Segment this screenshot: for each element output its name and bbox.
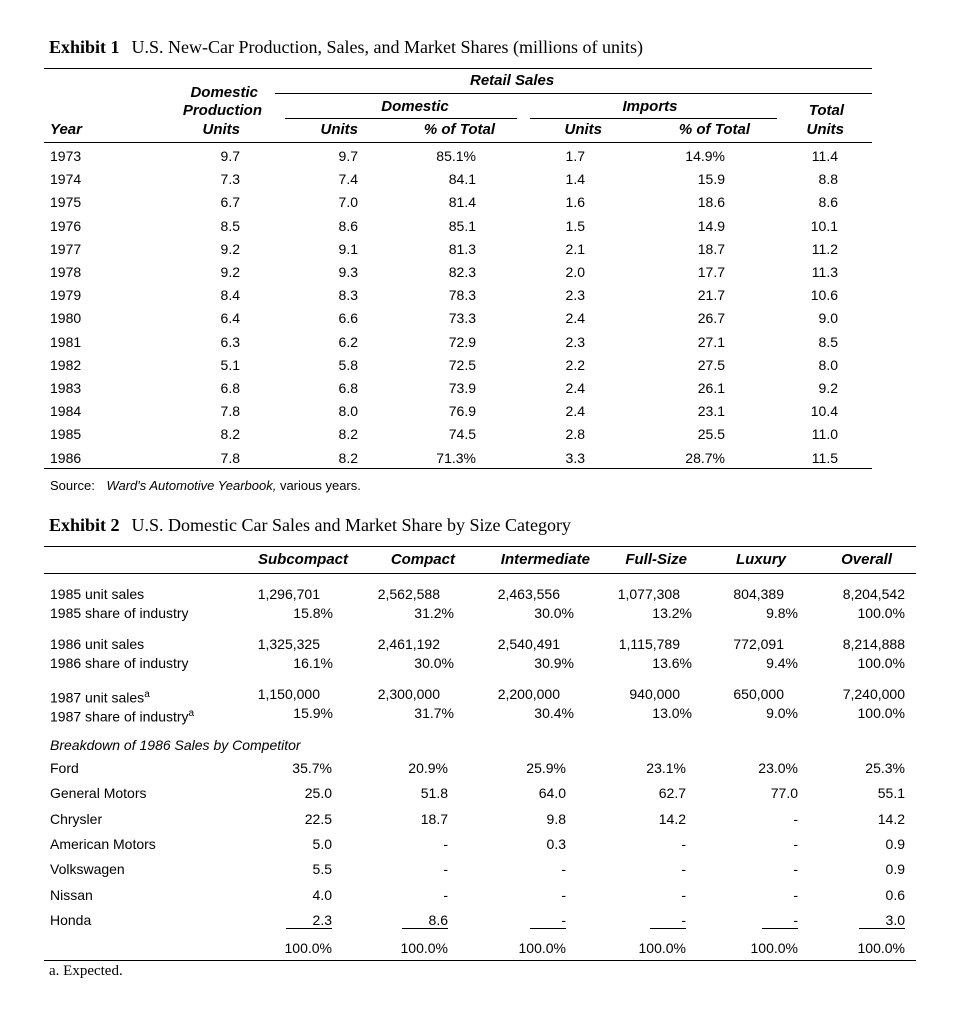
competitor-name: Ford — [50, 760, 79, 776]
table-cell-imports-units: 2.1 — [565, 240, 585, 257]
exhibit1-title — [49, 37, 643, 57]
table-cell-year: 1974 — [50, 171, 82, 188]
table-cell-total: 100.0% — [750, 940, 798, 956]
table-cell-domestic-units: 5.8 — [338, 356, 358, 373]
table-cell-total-units: 11.4 — [811, 148, 838, 164]
table-cell-competitor-share: 77.0 — [770, 785, 798, 802]
table-cell-share: 13.6% — [652, 655, 692, 671]
table-cell-total-units: 8.0 — [818, 356, 838, 373]
table-cell-total-units: 10.6 — [810, 287, 838, 304]
exhibit2-title-text: U.S. Domestic Car Sales and Market Share by Size Category — [131, 515, 571, 535]
table-cell-total: 100.0% — [284, 940, 332, 956]
column-header-overall: Overall — [841, 551, 892, 568]
year-header: Year — [50, 121, 82, 138]
table-cell-competitor-share: 4.0 — [312, 886, 332, 903]
underlined-value: 2.3 — [286, 913, 332, 929]
source-title: Ward's Automotive Yearbook, — [106, 478, 277, 493]
table-cell-imports-pct: 26.1 — [697, 380, 725, 396]
table-cell-competitor-share: - — [681, 886, 686, 903]
table-cell-year: 1986 — [50, 449, 82, 466]
table-cell-unit-sales: 2,562,588 — [377, 586, 440, 602]
column-header-intermediate: Intermediate — [500, 551, 590, 568]
table-cell-share: 100.0% — [857, 605, 905, 621]
exhibit2-label: Exhibit 2 — [49, 515, 120, 535]
table-cell-unit-sales: 2,300,000 — [377, 686, 440, 702]
dom-pct-header: % of Total — [423, 121, 495, 138]
table-cell-competitor-share: - — [561, 886, 566, 903]
table-cell-share: 9.4% — [766, 655, 798, 671]
table-cell-total-units: 11.2 — [811, 240, 838, 257]
table-cell-year: 1973 — [50, 148, 82, 164]
total-header-2: Units — [806, 121, 844, 138]
table-cell-unit-sales: 1,296,701 — [257, 586, 320, 602]
table-cell-domestic-pct: 72.5 — [448, 356, 476, 373]
table-cell-unit-sales: 2,540,491 — [497, 636, 560, 652]
table-cell-domestic-units: 8.0 — [338, 403, 358, 420]
competitor-name: Chrysler — [50, 810, 103, 827]
table-cell-imports-units: 2.8 — [565, 426, 585, 443]
table-cell-imports-units: 2.3 — [565, 333, 585, 350]
competitor-name: American Motors — [50, 835, 156, 852]
table-cell-domestic-pct: 74.5 — [448, 426, 476, 443]
dom-prod-header-1: Domestic — [190, 84, 258, 101]
underlined-value: - — [762, 913, 798, 929]
table-cell-competitor-share: 35.7% — [292, 760, 332, 776]
group-sales-label: 1985 unit sales — [50, 586, 145, 602]
table-cell-unit-sales: 940,000 — [629, 686, 680, 702]
table-cell-competitor-share: 51.8 — [420, 785, 448, 802]
table-cell-domestic-units: 8.3 — [338, 287, 358, 304]
table-cell-imports-pct: 27.5 — [697, 356, 725, 373]
table-cell-competitor-share — [700, 912, 798, 929]
table-cell-domestic-production: 9.2 — [220, 264, 240, 280]
table-cell-share: 31.2% — [414, 605, 454, 621]
table-cell-total-units: 10.1 — [810, 217, 838, 234]
table-cell-domestic-production: 8.5 — [220, 217, 240, 234]
table-cell-year: 1980 — [50, 310, 82, 327]
table-cell-year: 1985 — [50, 426, 82, 443]
table-cell-domestic-production: 6.7 — [220, 194, 240, 211]
table-cell-unit-sales: 8,214,888 — [842, 636, 905, 652]
table-cell-domestic-units: 8.2 — [338, 449, 358, 466]
group-sales-label: 1987 unit sales$^a$ — [50, 689, 150, 706]
exhibit1-title-text: U.S. New-Car Production, Sales, and Market Shares (millions of units) — [131, 37, 643, 57]
table-cell-share: 30.9% — [534, 655, 574, 671]
table-cell-imports-units: 2.3 — [565, 287, 585, 304]
column-header-subcompact: Subcompact — [257, 551, 348, 568]
table-cell-imports-pct: 28.7% — [685, 449, 725, 466]
table-cell-imports-pct: 23.1 — [697, 403, 725, 420]
table-cell-total-units: 9.2 — [818, 380, 838, 396]
imp-units-header: Units — [564, 121, 602, 138]
table-cell-year: 1984 — [50, 403, 82, 420]
table-cell-competitor-share — [800, 912, 905, 929]
table-cell-competitor-share: 14.2 — [658, 810, 686, 827]
table-cell-imports-pct: 17.7 — [697, 264, 725, 280]
dom-units-header: Units — [320, 121, 358, 138]
table-cell-imports-units: 2.0 — [565, 264, 585, 280]
table-cell-domestic-production: 8.4 — [220, 287, 240, 304]
table-cell-competitor-share: 62.7 — [658, 785, 686, 802]
table-cell-share: 31.7% — [414, 705, 454, 721]
table-cell-competitor-share — [230, 912, 332, 929]
table-cell-competitor-share: 64.0 — [538, 785, 566, 802]
table-cell-imports-units: 1.4 — [565, 171, 585, 188]
table-cell-competitor-share: - — [561, 861, 566, 878]
table-cell-share: 100.0% — [857, 655, 905, 671]
table-cell-competitor-share: - — [443, 886, 448, 903]
table-cell-imports-pct: 21.7 — [697, 287, 725, 304]
column-header-compact: Compact — [390, 551, 455, 568]
imp-pct-header: % of Total — [678, 121, 750, 138]
footnote-marker: a — [188, 708, 195, 719]
table-cell-competitor-share: 14.2 — [877, 810, 905, 827]
table-cell-domestic-pct: 81.4 — [448, 194, 476, 211]
table-cell-domestic-production: 9.7 — [220, 148, 240, 164]
table-cell-domestic-pct: 81.3 — [448, 240, 476, 257]
table-cell-domestic-production: 7.8 — [220, 403, 240, 420]
table-cell-imports-units: 1.5 — [565, 217, 585, 234]
table-cell-imports-pct: 18.6 — [697, 194, 725, 211]
table-cell-share: 13.0% — [652, 705, 692, 721]
table-cell-competitor-share: 22.5 — [304, 810, 332, 827]
underlined-value: 3.0 — [859, 913, 905, 929]
imports-header: Imports — [622, 98, 678, 115]
table-cell-domestic-pct: 78.3 — [448, 287, 476, 304]
table-cell-imports-units: 3.3 — [565, 449, 585, 466]
imports-rule — [530, 118, 777, 119]
competitor-name: General Motors — [50, 785, 147, 802]
table-cell-competitor-share: - — [681, 861, 686, 878]
table-cell-year: 1977 — [50, 240, 82, 257]
table-cell-domestic-pct: 76.9 — [448, 403, 476, 420]
table-cell-domestic-units: 6.6 — [338, 310, 358, 327]
group-share-label: 1987 share of industry$^a$ — [50, 708, 195, 725]
competitor-name: Volkswagen — [50, 861, 125, 878]
footnote-marker: a — [144, 689, 150, 700]
table-cell-domestic-pct: 73.3 — [448, 310, 476, 327]
table-cell-imports-units: 2.4 — [565, 380, 585, 396]
table-cell-imports-pct: 25.5 — [697, 426, 725, 443]
table-cell-year: 1976 — [50, 217, 82, 234]
table-cell-share: 100.0% — [857, 705, 905, 721]
table-cell-imports-pct: 18.7 — [697, 240, 725, 257]
table-cell-competitor-share: - — [443, 835, 448, 852]
table-cell-total-units: 9.0 — [818, 310, 838, 327]
table-cell-domestic-production: 6.3 — [220, 333, 240, 350]
table-cell-domestic-units: 9.3 — [338, 264, 358, 280]
group-share-label: 1986 share of industry — [50, 655, 189, 671]
exhibit1-top-rule — [44, 68, 872, 69]
table-cell-unit-sales: 2,463,556 — [497, 586, 560, 602]
table-cell-year: 1979 — [50, 287, 82, 304]
table-cell-share: 9.0% — [766, 705, 798, 721]
table-cell-imports-pct: 27.1 — [697, 333, 725, 350]
table-cell-unit-sales: 1,115,789 — [618, 636, 680, 652]
table-cell-competitor-share: - — [793, 861, 798, 878]
group-sales-label: 1986 unit sales — [50, 636, 145, 652]
table-cell-competitor-share: - — [443, 861, 448, 878]
table-cell-total: 100.0% — [857, 940, 905, 956]
table-cell-competitor-share: 9.8 — [546, 810, 566, 827]
table-cell-total: 100.0% — [400, 940, 448, 956]
table-cell-share: 30.4% — [534, 705, 574, 721]
table-cell-competitor-share: 23.0% — [758, 760, 798, 776]
table-cell-competitor-share — [350, 912, 448, 929]
table-cell-unit-sales: 1,077,308 — [617, 586, 680, 602]
footnote: a. Expected. — [49, 963, 123, 979]
table-cell-imports-pct: 26.7 — [697, 310, 725, 327]
table-cell-competitor-share: - — [681, 835, 686, 852]
competitor-name: Honda — [50, 911, 92, 928]
table-cell-competitor-share: 23.1% — [646, 760, 686, 776]
table-cell-total-units: 8.8 — [818, 171, 838, 188]
table-cell-imports-units: 1.7 — [565, 148, 585, 164]
table-cell-domestic-pct: 72.9 — [448, 333, 476, 350]
table-cell-competitor-share: 25.3% — [865, 760, 905, 776]
table-cell-imports-units: 1.6 — [565, 194, 585, 211]
table-cell-competitor-share: - — [793, 886, 798, 903]
table-cell-domestic-units: 9.7 — [338, 148, 358, 164]
table-cell-competitor-share: 0.9 — [885, 835, 905, 852]
table-cell-share: 30.0% — [534, 605, 574, 621]
table-cell-year: 1983 — [50, 380, 82, 396]
table-cell-unit-sales: 2,461,192 — [377, 636, 440, 652]
competitor-name: Nissan — [50, 886, 93, 903]
table-cell-total-units: 8.5 — [818, 333, 838, 350]
table-cell-domestic-production: 7.3 — [220, 171, 240, 188]
table-cell-unit-sales: 650,000 — [733, 686, 784, 702]
table-cell-competitor-share: 55.1 — [877, 785, 905, 802]
underlined-value: 8.6 — [402, 913, 448, 929]
exhibit1-bottom-rule — [44, 468, 872, 469]
table-cell-competitor-share: 5.5 — [312, 861, 332, 878]
table-cell-competitor-share: 0.6 — [885, 886, 905, 903]
exhibit1-source — [50, 478, 361, 493]
table-cell-unit-sales: 1,150,000 — [257, 686, 320, 702]
table-cell-competitor-share: - — [793, 835, 798, 852]
underlined-value: - — [650, 913, 686, 929]
table-cell-imports-units: 2.4 — [565, 403, 585, 420]
table-cell-domestic-pct: 85.1 — [448, 217, 476, 234]
table-cell-domestic-production: 5.1 — [220, 356, 240, 373]
table-cell-share: 13.2% — [652, 605, 692, 621]
exhibit2-header-rule — [44, 573, 916, 574]
table-cell-year: 1981 — [50, 333, 82, 350]
domestic-header: Domestic — [381, 98, 449, 115]
table-cell-unit-sales: 7,240,000 — [842, 686, 905, 702]
table-cell-imports-units: 2.2 — [565, 356, 585, 373]
table-cell-year: 1978 — [50, 264, 82, 280]
table-cell-domestic-units: 7.4 — [338, 171, 358, 188]
table-cell-unit-sales: 8,204,542 — [842, 586, 905, 602]
table-cell-domestic-pct: 85.1% — [436, 148, 476, 164]
exhibit2-top-rule — [44, 546, 916, 547]
exhibit1-label: Exhibit 1 — [49, 37, 120, 57]
table-cell-competitor-share: 0.9 — [885, 861, 905, 878]
table-cell-domestic-pct: 71.3% — [436, 449, 476, 466]
exhibit2-title — [49, 515, 571, 535]
table-cell-domestic-units: 6.2 — [338, 333, 358, 350]
table-cell-total: 100.0% — [638, 940, 686, 956]
table-cell-competitor-share: 25.9% — [526, 760, 566, 776]
table-cell-domestic-production: 8.2 — [220, 426, 240, 443]
table-cell-share: 16.1% — [293, 655, 333, 671]
table-cell-share: 15.9% — [293, 705, 333, 721]
table-cell-competitor-share: 0.3 — [546, 835, 566, 852]
table-cell-domestic-production: 9.2 — [220, 240, 240, 257]
table-cell-competitor-share: - — [793, 810, 798, 827]
table-cell-total-units: 8.6 — [818, 194, 838, 211]
table-cell-competitor-share: 20.9% — [408, 760, 448, 776]
column-header-luxury: Luxury — [735, 551, 786, 568]
table-cell-share: 15.8% — [293, 605, 333, 621]
table-cell-unit-sales: 2,200,000 — [497, 686, 560, 702]
table-cell-unit-sales: 1,325,325 — [257, 636, 320, 652]
group-share-label: 1985 share of industry — [50, 605, 189, 621]
table-cell-total-units: 11.0 — [811, 426, 838, 443]
total-header-1: Total — [808, 102, 844, 119]
domestic-rule — [285, 118, 517, 119]
table-cell-imports-pct: 15.9 — [697, 171, 725, 188]
table-cell-domestic-pct: 84.1 — [448, 171, 476, 188]
source-rest: various years. — [279, 478, 361, 493]
table-cell-total-units: 11.3 — [811, 264, 838, 280]
table-cell-share: 30.0% — [414, 655, 454, 671]
table-cell-competitor-share — [470, 912, 566, 929]
table-cell-competitor-share: 25.0 — [304, 785, 332, 802]
dom-prod-header-2: Production — [182, 102, 262, 119]
table-cell-domestic-production: 7.8 — [220, 449, 240, 466]
table-cell-domestic-production: 6.8 — [220, 380, 240, 396]
retail-sales-header: Retail Sales — [470, 72, 555, 89]
table-cell-domestic-pct: 82.3 — [448, 264, 476, 280]
table-cell-total-units: 11.5 — [811, 449, 838, 466]
table-cell-domestic-units: 8.6 — [338, 217, 358, 234]
table-cell-year: 1982 — [50, 356, 82, 373]
exhibit1-header-rule — [44, 142, 872, 143]
retail-sales-rule — [275, 93, 872, 94]
table-cell-domestic-units: 7.0 — [338, 194, 358, 211]
table-cell-competitor-share: 5.0 — [312, 835, 332, 852]
table-cell-total: 100.0% — [518, 940, 566, 956]
table-cell-domestic-units: 8.2 — [338, 426, 358, 443]
breakdown-title: Breakdown of 1986 Sales by Competitor — [50, 737, 301, 753]
dom-prod-header-3: Units — [202, 121, 240, 138]
table-cell-domestic-units: 9.1 — [338, 240, 358, 257]
column-header-full-size: Full-Size — [625, 551, 687, 568]
table-cell-domestic-pct: 73.9 — [448, 380, 476, 396]
table-cell-domestic-units: 6.8 — [338, 380, 358, 396]
table-cell-competitor-share: 18.7 — [420, 810, 448, 827]
table-cell-total-units: 10.4 — [810, 403, 838, 420]
table-cell-competitor-share — [590, 912, 686, 929]
table-cell-imports-pct: 14.9% — [685, 148, 725, 164]
table-cell-unit-sales: 772,091 — [733, 636, 784, 652]
source-label: Source: — [50, 478, 95, 493]
exhibit2-bottom-rule — [44, 960, 916, 961]
table-cell-year: 1975 — [50, 194, 82, 211]
table-cell-unit-sales: 804,389 — [733, 586, 784, 602]
table-cell-domestic-production: 6.4 — [220, 310, 240, 327]
table-cell-imports-pct: 14.9 — [697, 217, 725, 234]
underlined-value: - — [530, 913, 566, 929]
table-cell-imports-units: 2.4 — [565, 310, 585, 327]
table-cell-share: 9.8% — [766, 605, 798, 621]
